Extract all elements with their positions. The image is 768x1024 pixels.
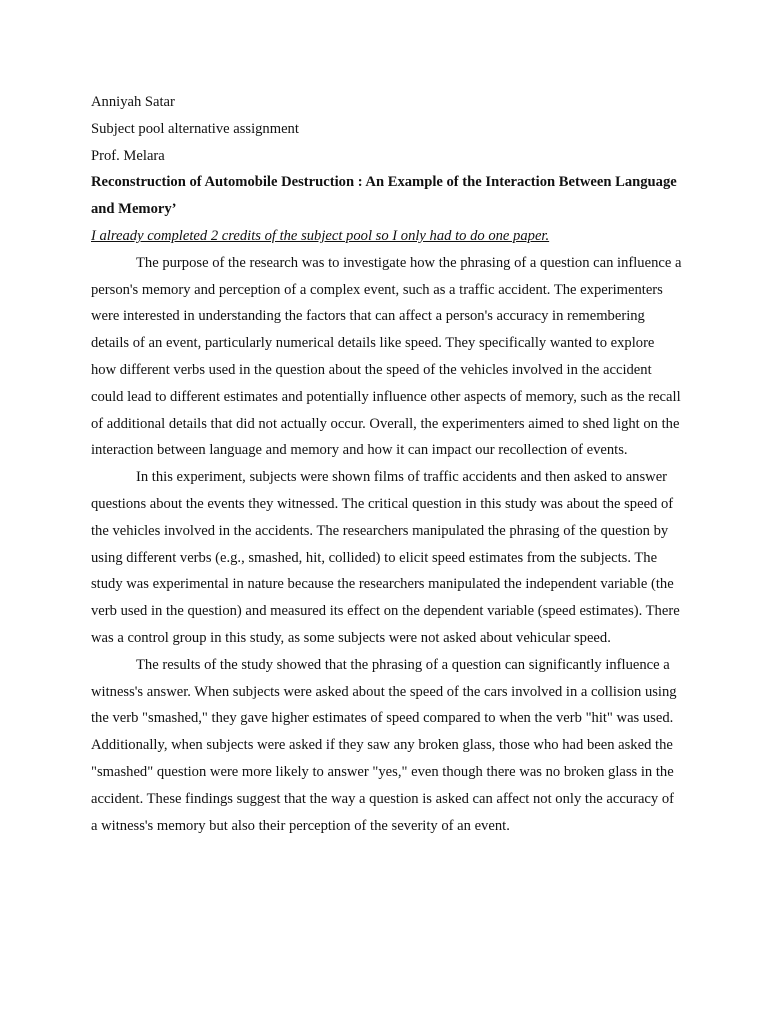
paragraph-results: The results of the study showed that the phrasing of a question can significantly influence a witness's answer. When subjects were asked about the speed of the cars involved in a collision using the verb "smashed," they gave higher estimates of speed compared to when the verb "hit" was used. Additionally, when subjects were asked if they saw any broken glass, those who had been asked the "smashed" question were more likely to answer "yes," even though there was no broken glass in the accident. These findings suggest that the way a question is asked can affect not only the accuracy of a witness's memory but also their perception of the severity of an event. <box>91 656 677 834</box>
paragraph-purpose: The purpose of the research was to investigate how the phrasing of a question can influence a person's memory and perception of a complex event, such as a traffic accident. The experimenters were interested in understanding the factors that can affect a person's accuracy in remembering details of an event, particularly numerical details like speed. They specifically wanted to explore how different verbs used in the question about the speed of the vehicles involved in the accident could lead to different estimates and potentially influence other aspects of memory, such as the recall of additional details that did not actually occur. Overall, the experimenters aimed to shed light on the interaction between language and memory and how it can impact our recollection of events. <box>91 254 682 459</box>
paragraph-method: In this experiment, subjects were shown films of traffic accidents and then asked to answer questions about the events they witnessed. The critical question in this study was about the speed of the vehicles involved in the accidents. The researchers manipulated the phrasing of the question by using different verbs (e.g., smashed, hit, collided) to elicit speed estimates from the subjects. The study was experimental in nature because the researchers manipulated the independent variable (the verb used in the question) and measured its effect on the dependent variable (speed estimates). There was a control group in this study, as some subjects were not asked about vehicular speed. <box>91 469 680 646</box>
course-name: Subject pool alternative assignment <box>91 120 299 137</box>
credit-note: I already completed 2 credits of the subject pool so I only had to do one paper. <box>91 227 550 244</box>
author-name: Anniyah Satar <box>91 94 175 110</box>
professor-name: Prof. Melara <box>91 147 165 164</box>
paper-title: Reconstruction of Automobile Destruction : An Example of the Interaction Between Language and Memory’ <box>91 174 677 218</box>
document-body <box>91 89 683 839</box>
